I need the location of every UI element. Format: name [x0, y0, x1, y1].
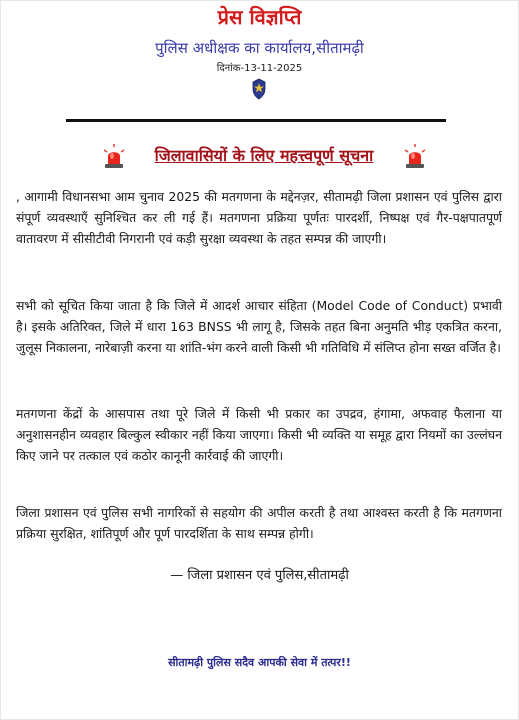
release-date: दिनांक-13-11-2025 [216, 63, 303, 74]
footer-tagline: सीतामढ़ी पुलिस सदैव आपकी सेवा में तत्पर!! [168, 656, 351, 669]
press-release-title: प्रेस विज्ञप्ति [217, 5, 302, 29]
body-paragraph: सभी को सूचित किया जाता है कि जिले में आदर्श आचार संहिता (Model Code of Conduct) प्रभावी है। इसके अतिरिक्त, जिले में धारा 163 BNSS भी लागू है, जिसके तहत बिना अनुमति भीड़ एकत्रित करना, जुलूस निकालना, नारेबाज़ी करना या शांति-भंग करने वाली किसी भी गतिविधि में संलिप्त होना सख्त वर्जित है। [16, 298, 502, 355]
police-emblem-icon [251, 78, 267, 100]
notice-heading-row [0, 142, 519, 176]
header-divider [66, 119, 446, 122]
notice-heading: जिलावासियों के लिए महत्त्वपूर्ण सूचना [154, 146, 374, 165]
body-paragraph: जिला प्रशासन एवं पुलिस सभी नागरिकों से सहयोग की अपील करती है तथा आश्वस्त करती है कि मतगणना प्रक्रिया सुरक्षित, शांतिपूर्ण और पूर्ण पारदर्शिता के साथ सम्पन्न होगी। [16, 505, 502, 541]
signature: — जिला प्रशासन एवं पुलिस,सीतामढ़ी [170, 568, 349, 583]
red-siren-icon [403, 144, 427, 170]
body-paragraph: , आगामी विधानसभा आम चुनाव 2025 की मतगणना के मद्देनज़र, सीतामढ़ी जिला प्रशासन एवं पुलिस द्वारा संपूर्ण व्यवस्थाएँ सुनिश्चित कर ली गई हैं। मतगणना प्रक्रिया पूर्णतः पारदर्शी, निष्पक्ष एवं गैर-पक्षपातपूर्ण वातावरण में सीसीटीवी निगरानी एवं कड़ी सुरक्षा व्यवस्था के तहत सम्पन्न की जाएगी। [16, 189, 502, 246]
office-name: पुलिस अधीक्षक का कार्यालय,सीतामढ़ी [155, 39, 364, 57]
body-paragraph: मतगणना केंद्रों के आसपास तथा पूरे जिले में किसी भी प्रकार का उपद्रव, हंगामा, अफवाह फैलाना या अनुशासनहीन व्यवहार बिल्कुल स्वीकार नहीं किया जाएगा। किसी भी व्यक्ति या समूह द्वारा नियमों का उल्लंघन किए जाने पर तत्काल एवं कठोर कानूनी कार्रवाई की जाएगी। [16, 406, 502, 463]
red-siren-icon [102, 144, 126, 170]
